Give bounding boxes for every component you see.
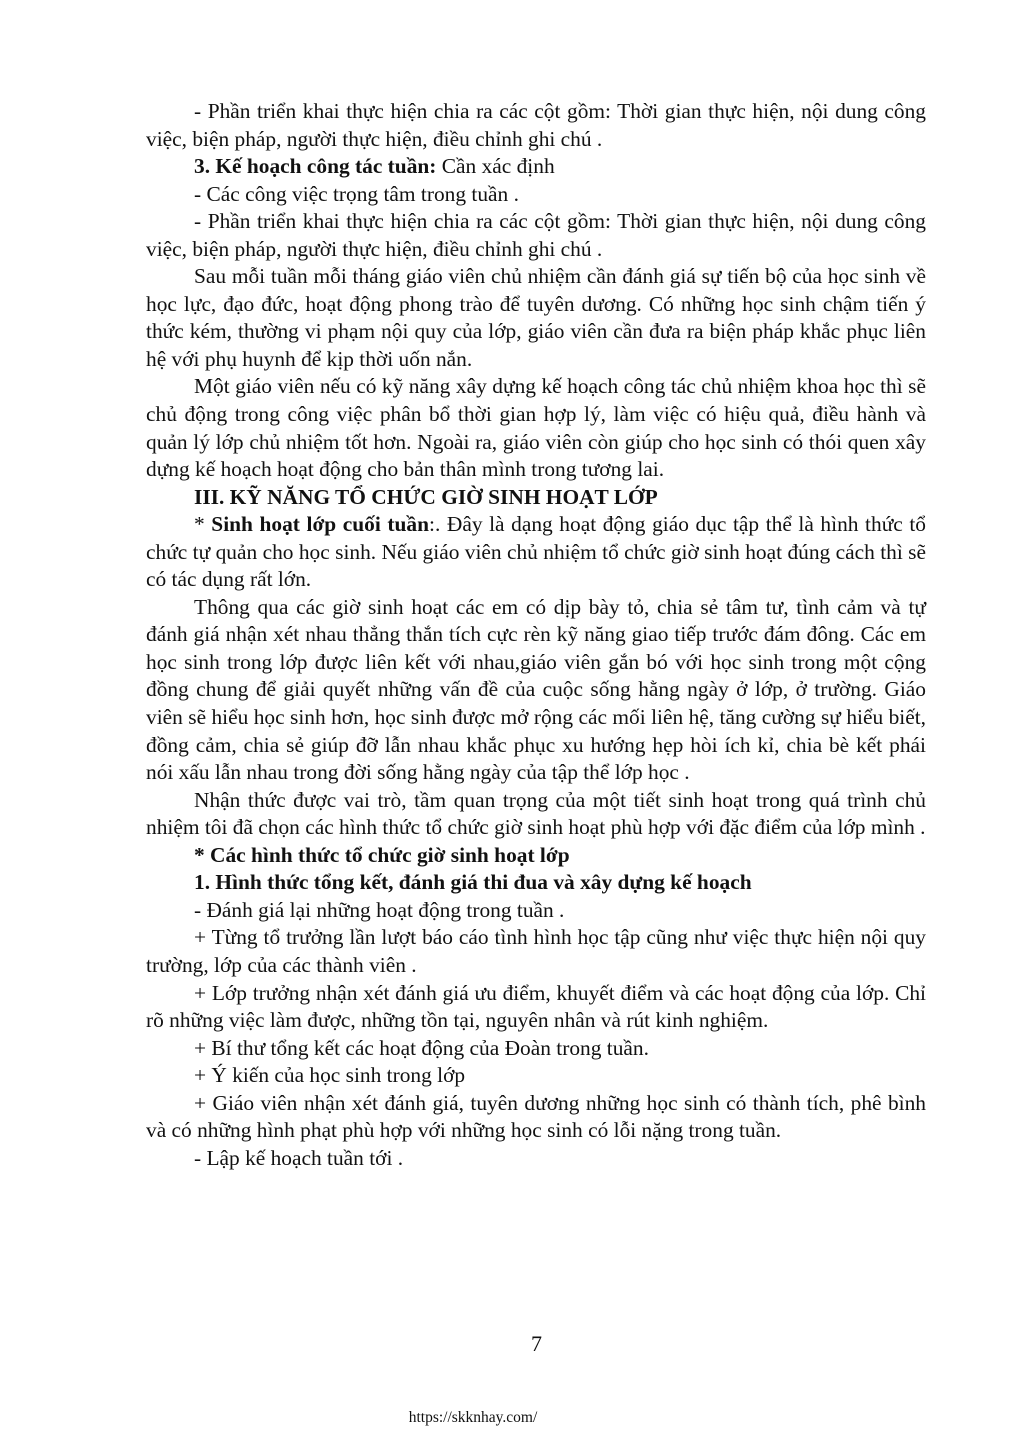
paragraph: Sau mỗi tuần mỗi tháng giáo viên chủ nhiệm cần đánh giá sự tiến bộ của học sinh về học lực, đạo đức, hoạt động phong trào để tuyên dương. Có những học sinh chậm tiến ý thức kém, thường vi phạm nội quy của lớp, giáo viên cần đưa ra biện pháp khắc phục liên hệ với phụ huynh để kịp thời uốn nắn.: [146, 264, 926, 371]
paragraph: Thông qua các giờ sinh hoạt các em có dịp bày tỏ, chia sẻ tâm tư, tình cảm và tự đánh giá nhận xét nhau thẳng thắn tích cực rèn kỹ năng giao tiếp trước đám đông. Các em học sinh trong lớp được liên kết với nhau,giáo viên gắn bó với học sinh trong một cộng đồng chung để giải quyết những vấn đề của cuộc sống hằng ngày ở lớp, ở trường. Giáo viên sẽ hiểu học sinh hơn, học sinh được mở rộng các mối liên hệ, tăng cường sự hiểu biết, đồng cảm, chia sẻ giúp đỡ lẫn nhau khắc phục xu hướng hẹp hòi ích kỉ, chia bè kết phái nói xấu lẫn nhau trong đời sống hằng ngày của tập thể lớp học .: [146, 594, 926, 785]
paragraph: - Đánh giá lại những hoạt động trong tuần .: [194, 897, 565, 922]
paragraph: - Các công việc trọng tâm trong tuần .: [194, 181, 519, 206]
paragraph: * Sinh hoạt lớp cuối tuần:. Đây là dạng hoạt động giáo dục tập thể là hình thức tổ chức tự quản cho học sinh. Nếu giáo viên chủ nhiệm tổ chức giờ sinh hoạt đúng cách thì sẽ có tác dụng rất lớn.: [146, 512, 927, 592]
paragraph: + Ý kiến của học sinh trong lớp: [194, 1063, 466, 1088]
paragraph: + Từng tổ trưởng lần lượt báo cáo tình hình học tập cũng như việc thực hiện nội quy trường, lớp của các thành viên .: [146, 925, 926, 977]
document-body: [146, 98, 926, 1172]
paragraph: + Giáo viên nhận xét đánh giá, tuyên dương những học sinh có thành tích, phê bình và có những hình phạt phù hợp với những học sinh có lỗi nặng trong tuần.: [146, 1090, 926, 1143]
section-heading-iii: III. KỸ NĂNG TỔ CHỨC GIỜ SINH HOẠT LỚP: [194, 484, 658, 509]
subheading-forms: * Các hình thức tổ chức giờ sinh hoạt lớp: [194, 842, 570, 867]
paragraph: Một giáo viên nếu có kỹ năng xây dựng kế hoạch công tác chủ nhiệm khoa học thì sẽ chủ động trong công việc phân bổ thời gian hợp lý, làm việc có hiệu quả, điều hành và quản lý lớp chủ nhiệm tốt hơn. Ngoài ra, giáo viên còn giúp cho học sinh có thói quen xây dựng kế hoạch hoạt động cho bản thân mình trong tương lai.: [146, 374, 926, 482]
paragraph: + Lớp trưởng nhận xét đánh giá ưu điểm, khuyết điểm và các hoạt động của lớp. Chỉ rõ những việc làm được, những tồn tại, nguyên nhân và rút kinh nghiệm.: [146, 980, 926, 1033]
paragraph: - Phần triển khai thực hiện chia ra các cột gồm: Thời gian thực hiện, nội dung công việc, biện pháp, người thực hiện, điều chỉnh ghi chú .: [146, 209, 926, 261]
section-heading-weekly-plan: 3. Kế hoạch công tác tuần: Cần xác định: [194, 154, 555, 179]
paragraph: - Phần triển khai thực hiện chia ra các cột gồm: Thời gian thực hiện, nội dung công việc, biện pháp, người thực hiện, điều chỉnh ghi chú .: [146, 99, 926, 151]
paragraph: - Lập kế hoạch tuần tới .: [194, 1145, 404, 1170]
page-number: 7: [531, 1331, 542, 1356]
subheading-form-1: 1. Hình thức tổng kết, đánh giá thi đua và xây dựng kế hoạch: [194, 870, 752, 895]
paragraph: + Bí thư tổng kết các hoạt động của Đoàn trong tuần.: [194, 1035, 649, 1060]
paragraph: Nhận thức được vai trò, tầm quan trọng của một tiết sinh hoạt trong quá trình chủ nhiệm tôi đã chọn các hình thức tổ chức giờ sinh hoạt phù hợp với đặc điểm của lớp mình .: [146, 787, 926, 840]
footer-url[interactable]: https://skknhay.com/: [408, 1409, 538, 1426]
